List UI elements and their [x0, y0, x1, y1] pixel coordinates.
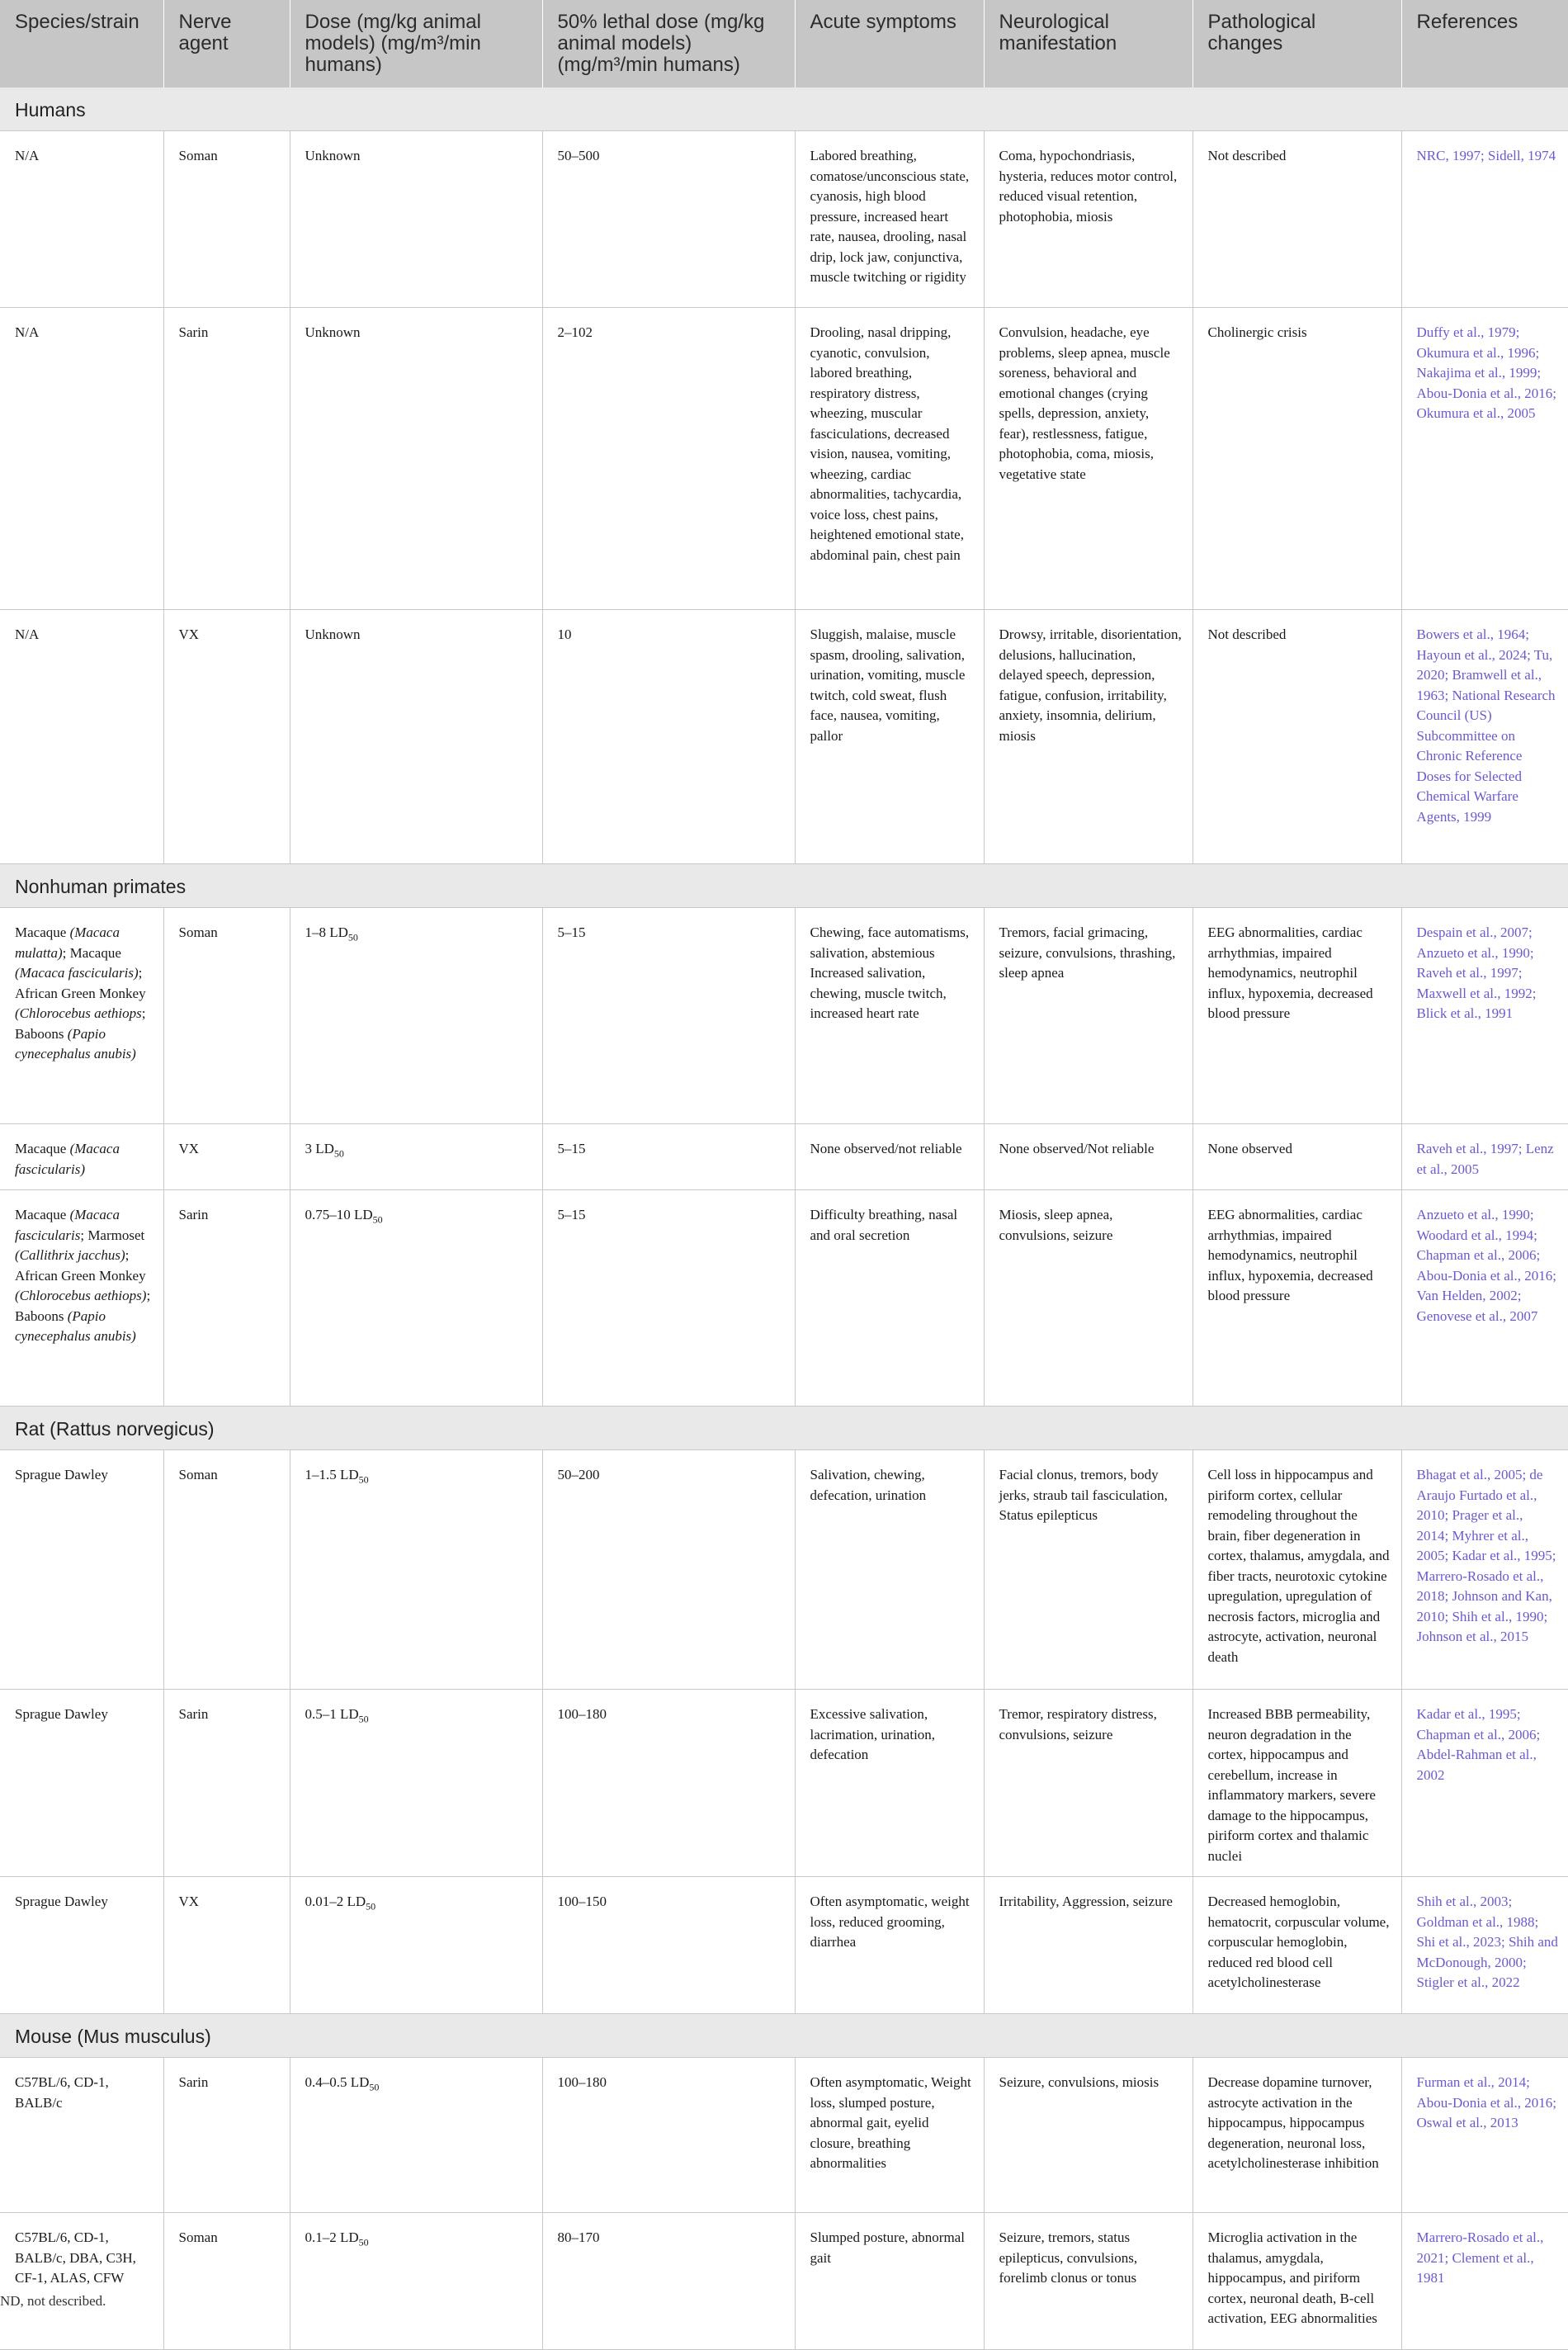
cell-acute: Drooling, nasal dripping, cyanotic, convulsion, labored breathing, respiratory distress, wheezing, muscular fasciculations, decreased vision, nausea, vomiting, wheezing, cardiac abnormalities, tachycardia, voice loss, chest pains, heightened emotional state, abdominal pain, chest pain: [795, 308, 984, 610]
dose-subscript: 50: [372, 1213, 383, 1226]
header-acute: Acute symptoms: [795, 0, 984, 87]
cell-species: N/A: [0, 308, 163, 610]
cell-refs[interactable]: NRC, 1997; Sidell, 1974: [1401, 131, 1568, 308]
dose-value: 0.4–0.5 LD: [305, 2074, 370, 2090]
dose-value: 3 LD: [305, 1141, 334, 1156]
cell-patho: Not described: [1193, 610, 1401, 864]
cell-dose: [290, 2213, 542, 2350]
dose-subscript: 50: [366, 1900, 376, 1913]
header-agent: Nerve agent: [163, 0, 290, 87]
cell-neuro: Tremor, respiratory distress, convulsions, seizure: [984, 1690, 1193, 1877]
cell-ld50: 2–102: [542, 308, 795, 610]
cell-agent: Sarin: [163, 2058, 290, 2213]
cell-refs[interactable]: Bowers et al., 1964; Hayoun et al., 2024; Tu, 2020; Bramwell et al., 1963; National Research Council (US) Subcommittee on Chronic Reference Doses for Selected Chemical Warfare Agents, 1999: [1401, 610, 1568, 864]
section-row: [0, 864, 1568, 908]
header-refs: References: [1401, 0, 1568, 87]
species-latin: (Macaca fascicularis): [15, 1141, 120, 1177]
cell-dose: Unknown: [290, 131, 542, 308]
cell-ld50: 5–15: [542, 908, 795, 1124]
species-text: ; Macaque: [62, 944, 121, 961]
cell-refs[interactable]: Bhagat et al., 2005; de Araujo Furtado et al., 2010; Prager et al., 2014; Myhrer et al., 2005; Kadar et al., 1995; Marrero-Rosado et al., 2018; Johnson and Kan, 2010; Shih et al., 1990; Johnson et al., 2015: [1401, 1450, 1568, 1690]
species-text: Macaque: [15, 1207, 70, 1222]
dose-subscript: 50: [358, 1473, 369, 1486]
cell-dose: [290, 2058, 542, 2213]
header-dose: Dose (mg/kg animal models) (mg/m³/min humans): [290, 0, 542, 87]
table-row: [0, 2058, 1568, 2213]
cell-acute: Excessive salivation, lacrimation, urination, defecation: [795, 1690, 984, 1877]
cell-patho: Cholinergic crisis: [1193, 308, 1401, 610]
cell-agent: Soman: [163, 908, 290, 1124]
species-latin: (Chlorocebus aethiops): [15, 1288, 147, 1303]
cell-species: N/A: [0, 610, 163, 864]
cell-species: Sprague Dawley: [0, 1450, 163, 1690]
species-latin: (Macaca fascicularis: [15, 1207, 120, 1243]
cell-agent: Soman: [163, 1450, 290, 1690]
header-species: Species/strain: [0, 0, 163, 87]
dose-subscript: 50: [333, 1147, 344, 1160]
species-text: ; African Green Monkey: [15, 965, 146, 1001]
table-row: [0, 1450, 1568, 1690]
cell-acute: Sluggish, malaise, muscle spasm, drooling, salivation, urination, vomiting, muscle twitch, cold sweat, flush face, nausea, vomiting, pallor: [795, 610, 984, 864]
species-text: ; African Green Monkey: [15, 1247, 146, 1284]
species-latin: (Macaca mulatta): [15, 924, 120, 961]
cell-species: Sprague Dawley: [0, 1690, 163, 1877]
cell-refs[interactable]: Anzueto et al., 1990; Woodard et al., 1994; Chapman et al., 2006; Abou-Donia et al., 2016; Van Helden, 2002; Genovese et al., 2007: [1401, 1190, 1568, 1407]
species-text: Macaque: [15, 924, 70, 940]
cell-ld50: 100–150: [542, 1877, 795, 2014]
cell-acute: Difficulty breathing, nasal and oral secretion: [795, 1190, 984, 1407]
dose-subscript: 50: [358, 2236, 369, 2248]
cell-neuro: Convulsion, headache, eye problems, sleep apnea, muscle soreness, behavioral and emotional changes (crying spells, depression, anxiety, fear), restlessness, fatigue, photophobia, coma, miosis, vegetative state: [984, 308, 1193, 610]
cell-neuro: Drowsy, irritable, disorientation, delusions, hallucination, delayed speech, depression, fatigue, confusion, irritability, anxiety, insomnia, delirium, miosis: [984, 610, 1193, 864]
dose-subscript: 50: [358, 1713, 369, 1725]
species-latin: (Macaca fascicularis): [15, 965, 139, 981]
cell-species: [0, 1190, 163, 1407]
cell-agent: Sarin: [163, 308, 290, 610]
species-latin: (Papio cynecephalus anubis): [15, 1307, 136, 1344]
cell-species: C57BL/6, CD-1, BALB/c, DBA, C3H, CF-1, ALAS, CFW: [0, 2213, 163, 2350]
header-neuro: Neurological manifestation: [984, 0, 1193, 87]
table-footnote: ND, not described.: [0, 2293, 106, 2309]
cell-ld50: 50–500: [542, 131, 795, 308]
cell-acute: Often asymptomatic, Weight loss, slumped posture, abnormal gait, eyelid closure, breathing abnormalities: [795, 2058, 984, 2213]
cell-neuro: Irritability, Aggression, seizure: [984, 1877, 1193, 2014]
section-mouse: Mouse (Mus musculus): [0, 2014, 1568, 2058]
species-latin: (Papio cynecephalus anubis): [15, 1025, 136, 1062]
dose-value: 1–8 LD: [305, 924, 348, 940]
cell-ld50: 100–180: [542, 1690, 795, 1877]
section-primates: Nonhuman primates: [0, 864, 1568, 908]
cell-patho: Increased BBB permeability, neuron degradation in the cortex, hippocampus and cerebellum, increase in inflammatory markers, severe damage to the hippocampus, piriform cortex and thalamic nuclei: [1193, 1690, 1401, 1877]
header-row: [0, 0, 1568, 87]
table-row: [0, 131, 1568, 308]
species-text: ; Baboons: [15, 1288, 151, 1324]
species-latin: (Chlorocebus aethiops: [15, 1005, 142, 1021]
species-latin: (Callithrix jacchus): [15, 1247, 125, 1263]
species-text: ; Marmoset: [80, 1227, 145, 1243]
cell-species: [0, 1124, 163, 1190]
cell-neuro: None observed/Not reliable: [984, 1124, 1193, 1190]
cell-neuro: Seizure, convulsions, miosis: [984, 2058, 1193, 2213]
cell-agent: VX: [163, 610, 290, 864]
cell-patho: EEG abnormalities, cardiac arrhythmias, impaired hemodynamics, neutrophil influx, hypoxemia, decreased blood pressure: [1193, 1190, 1401, 1407]
dose-value: 0.5–1 LD: [305, 1706, 359, 1722]
dose-subscript: 50: [369, 2081, 380, 2093]
cell-dose: [290, 908, 542, 1124]
cell-acute: Labored breathing, comatose/unconscious state, cyanosis, high blood pressure, increased heart rate, nausea, drooling, nasal drip, lock jaw, conjunctiva, muscle twitching or rigidity: [795, 131, 984, 308]
table-row: [0, 1690, 1568, 1877]
cell-dose: [290, 1690, 542, 1877]
dose-value: 0.75–10 LD: [305, 1207, 373, 1222]
cell-acute: Salivation, chewing, defecation, urination: [795, 1450, 984, 1690]
cell-refs[interactable]: Kadar et al., 1995; Chapman et al., 2006; Abdel-Rahman et al., 2002: [1401, 1690, 1568, 1877]
cell-ld50: 5–15: [542, 1190, 795, 1407]
cell-acute: None observed/not reliable: [795, 1124, 984, 1190]
cell-agent: VX: [163, 1124, 290, 1190]
dose-subscript: 50: [347, 931, 358, 943]
table-row: [0, 908, 1568, 1124]
table-row: [0, 1877, 1568, 2014]
cell-refs[interactable]: Shih et al., 2003; Goldman et al., 1988; Shi et al., 2023; Shih and McDonough, 2000; Stigler et al., 2022: [1401, 1877, 1568, 2014]
cell-neuro: Facial clonus, tremors, body jerks, straub tail fasciculation, Status epilepticus: [984, 1450, 1193, 1690]
section-row: [0, 87, 1568, 131]
dose-value: 0.1–2 LD: [305, 2229, 359, 2245]
cell-agent: Soman: [163, 131, 290, 308]
cell-dose: [290, 1877, 542, 2014]
section-rat: Rat (Rattus norvegicus): [0, 1407, 1568, 1450]
species-text: ; Baboons: [15, 1005, 146, 1042]
cell-species: C57BL/6, CD-1, BALB/c: [0, 2058, 163, 2213]
section-row: [0, 2014, 1568, 2058]
header-ld50: 50% lethal dose (mg/kg animal models) (mg/m³/min humans): [542, 0, 795, 87]
dose-value: 0.01–2 LD: [305, 1894, 366, 1909]
cell-patho: Cell loss in hippocampus and piriform cortex, cellular remodeling throughout the brain, fiber degeneration in cortex, thalamus, amygdala, and fiber tracts, neurotoxic cytokine upregulation, upregulation of necrosis factors, microglia and astrocyte, activation, neuronal death: [1193, 1450, 1401, 1690]
cell-acute: Often asymptomatic, weight loss, reduced grooming, diarrhea: [795, 1877, 984, 2014]
table-row: [0, 308, 1568, 610]
cell-dose: [290, 1124, 542, 1190]
header-patho: Pathological changes: [1193, 0, 1401, 87]
cell-acute: [795, 908, 984, 1124]
cell-refs[interactable]: Duffy et al., 1979; Okumura et al., 1996; Nakajima et al., 1999; Abou-Donia et al., 2016; Okumura et al., 2005: [1401, 308, 1568, 610]
cell-ld50: 80–170: [542, 2213, 795, 2350]
cell-ld50: 50–200: [542, 1450, 795, 1690]
cell-neuro: Seizure, tremors, status epilepticus, convulsions, forelimb clonus or tonus: [984, 2213, 1193, 2350]
cell-species: [0, 908, 163, 1124]
cell-agent: Soman: [163, 2213, 290, 2350]
cell-patho: Decrease dopamine turnover, astrocyte activation in the hippocampus, hippocampus degeneration, neuronal loss, acetylcholinesterase inhibition: [1193, 2058, 1401, 2213]
cell-dose: Unknown: [290, 610, 542, 864]
cell-refs[interactable]: Marrero-Rosado et al., 2021; Clement et al., 1981: [1401, 2213, 1568, 2350]
cell-patho: Decreased hemoglobin, hematocrit, corpuscular volume, corpuscular hemoglobin, reduced red blood cell acetylcholinesterase: [1193, 1877, 1401, 2014]
acute-line: Increased salivation, chewing, muscle twitch, increased heart rate: [810, 965, 947, 1021]
cell-dose: Unknown: [290, 308, 542, 610]
cell-acute: Slumped posture, abnormal gait: [795, 2213, 984, 2350]
table-row: [0, 1190, 1568, 1407]
cell-dose: [290, 1190, 542, 1407]
cell-species: Sprague Dawley: [0, 1877, 163, 2014]
cell-ld50: 100–180: [542, 2058, 795, 2213]
cell-ld50: 5–15: [542, 1124, 795, 1190]
cell-neuro: Tremors, facial grimacing, seizure, convulsions, thrashing, sleep apnea: [984, 908, 1193, 1124]
table-row: [0, 610, 1568, 864]
cell-patho: Not described: [1193, 131, 1401, 308]
dose-value: 1–1.5 LD: [305, 1467, 359, 1482]
section-humans: Humans: [0, 87, 1568, 131]
cell-patho: Microglia activation in the thalamus, amygdala, hippocampus, and piriform cortex, neuronal death, B-cell activation, EEG abnormalities: [1193, 2213, 1401, 2350]
cell-neuro: Miosis, sleep apnea, convulsions, seizure: [984, 1190, 1193, 1407]
cell-species: N/A: [0, 131, 163, 308]
cell-agent: Sarin: [163, 1690, 290, 1877]
species-text: Macaque: [15, 1141, 70, 1156]
cell-refs[interactable]: Furman et al., 2014; Abou-Donia et al., 2016; Oswal et al., 2013: [1401, 2058, 1568, 2213]
cell-refs[interactable]: Despain et al., 2007; Anzueto et al., 1990; Raveh et al., 1997; Maxwell et al., 1992; Blick et al., 1991: [1401, 908, 1568, 1124]
cell-agent: VX: [163, 1877, 290, 2014]
cell-patho: None observed: [1193, 1124, 1401, 1190]
cell-neuro: Coma, hypochondriasis, hysteria, reduces motor control, reduced visual retention, photophobia, miosis: [984, 131, 1193, 308]
cell-agent: Sarin: [163, 1190, 290, 1407]
cell-patho: EEG abnormalities, cardiac arrhythmias, impaired hemodynamics, neutrophil influx, hypoxemia, decreased blood pressure: [1193, 908, 1401, 1124]
cell-ld50: 10: [542, 610, 795, 864]
cell-refs[interactable]: Raveh et al., 1997; Lenz et al., 2005: [1401, 1124, 1568, 1190]
table-row: [0, 1124, 1568, 1190]
section-row: [0, 1407, 1568, 1450]
table-row: [0, 2213, 1568, 2350]
acute-line: Chewing, face automatisms, salivation, abstemious: [810, 924, 970, 961]
cell-dose: [290, 1450, 542, 1690]
